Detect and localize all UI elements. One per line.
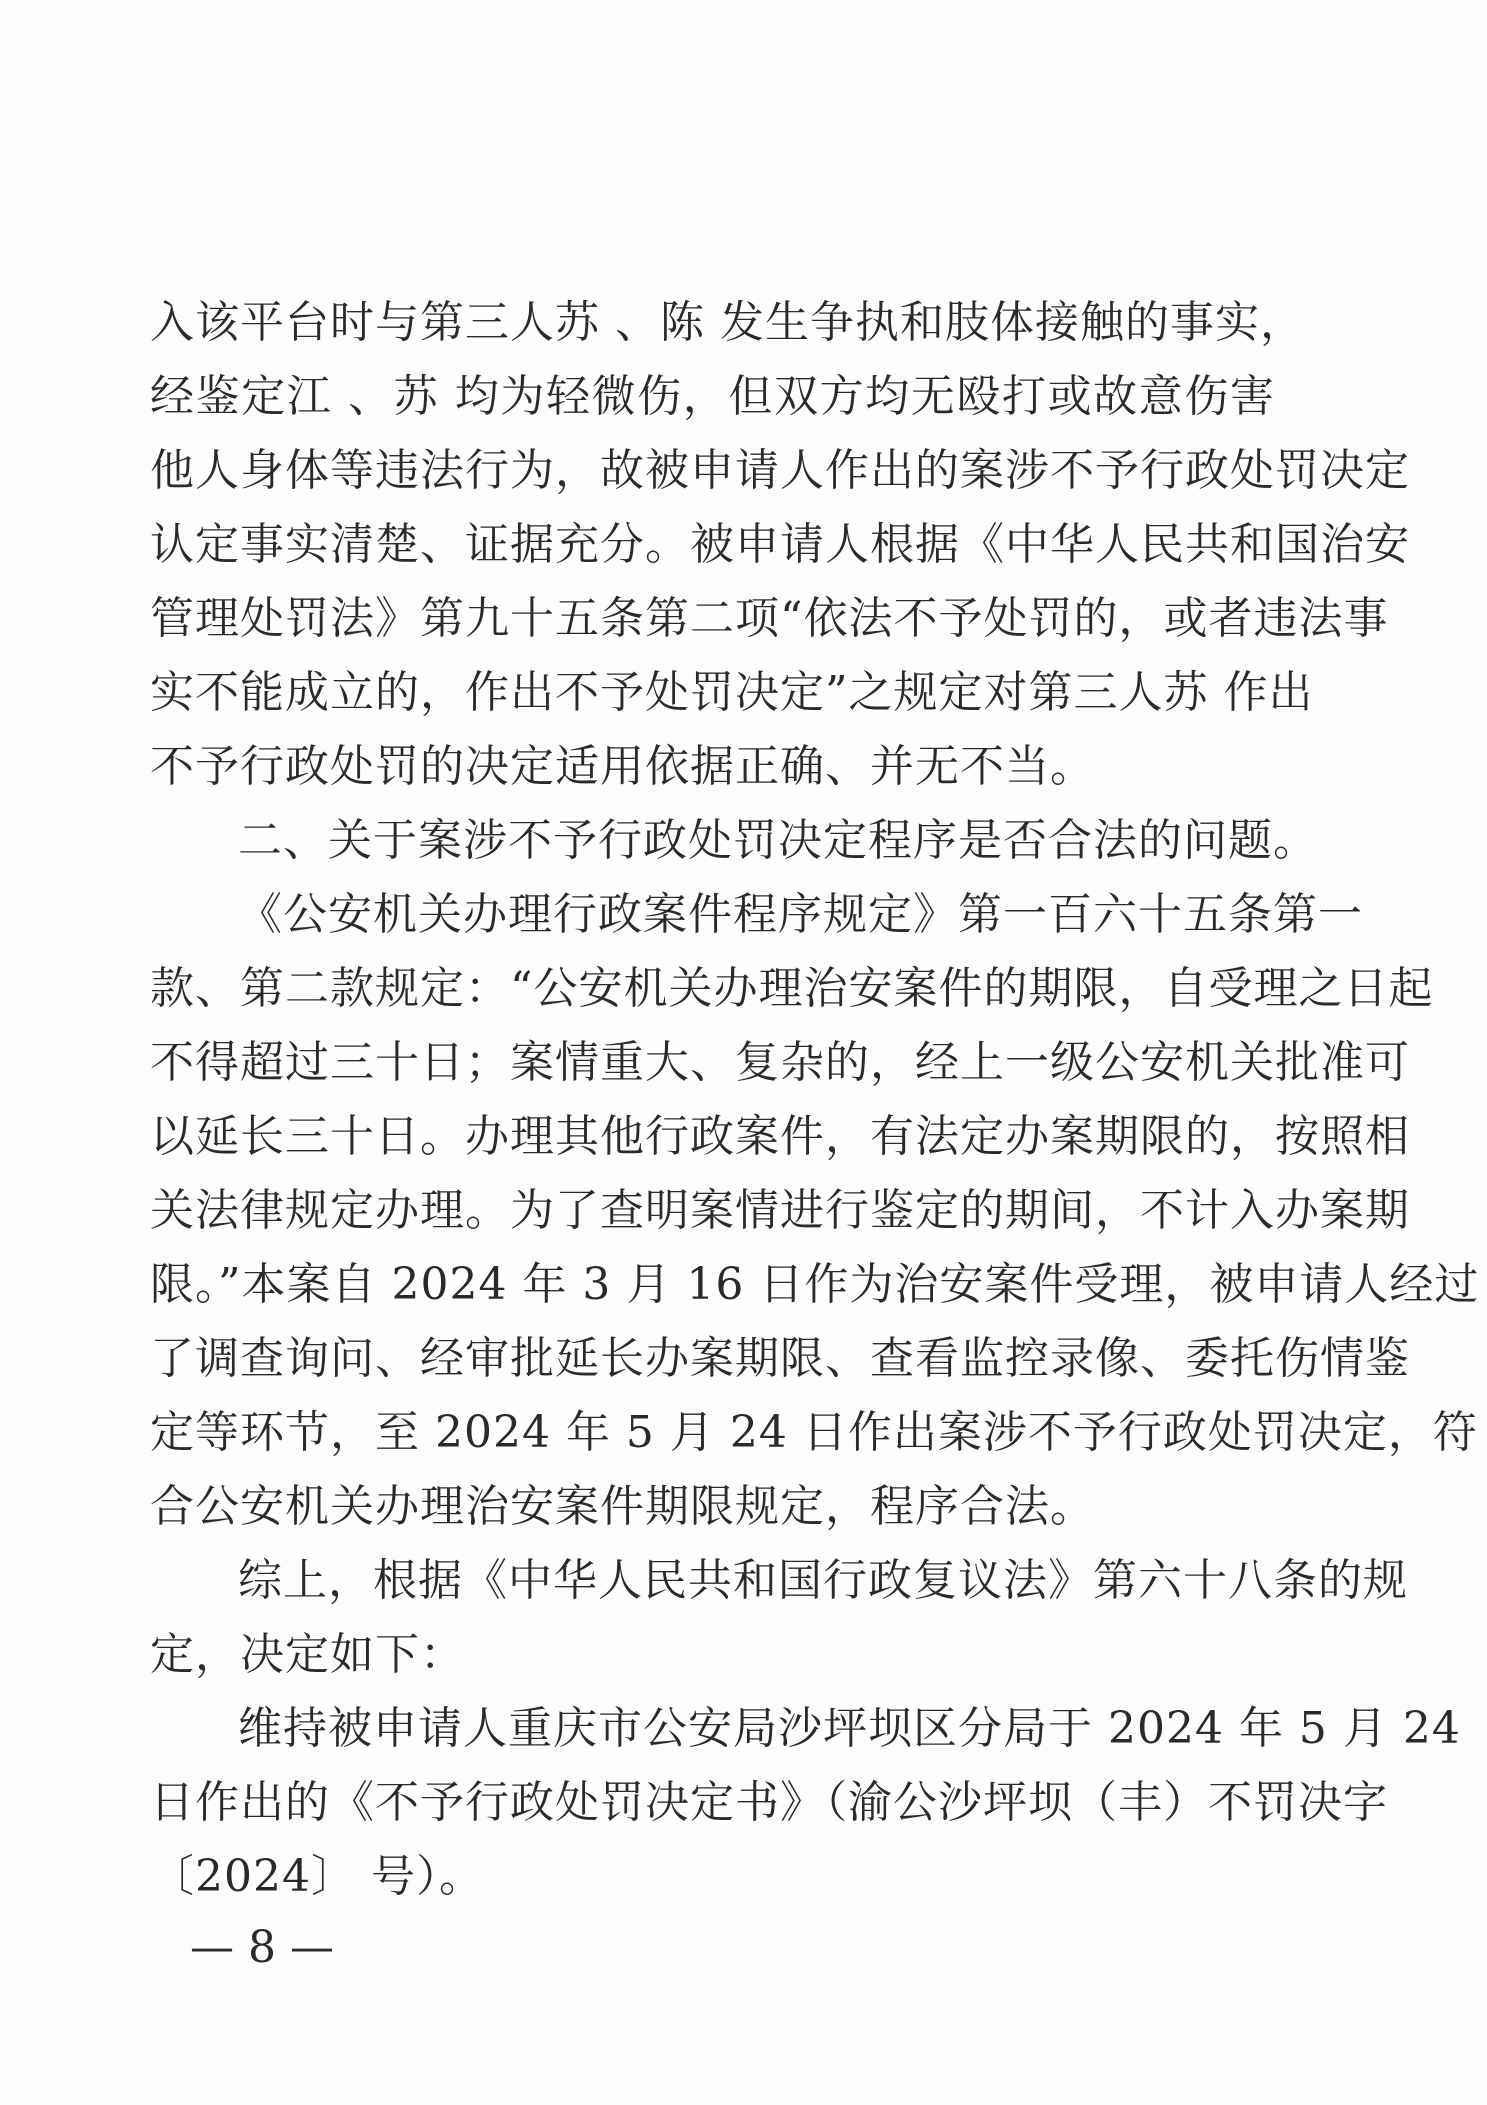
text-line: 不得超过三十日；案情重大、复杂的，经上一级公安机关批准可	[150, 1037, 1410, 1088]
text-line: 不予行政处罚的决定适用依据正确、并无不当。	[150, 741, 1095, 792]
text-line: 日作出的《不予行政处罚决定书》（渝公沙坪坝（丰）不罚决字	[150, 1777, 1388, 1828]
text-line: 以延长三十日。办理其他行政案件，有法定办案期限的，按照相	[150, 1111, 1410, 1162]
text-line: 款、第二款规定：“公安机关办理治安案件的期限，自受理之日起	[150, 963, 1434, 1014]
text-line: 定，决定如下：	[150, 1629, 465, 1680]
text-line: 入该平台时与第三人苏 、陈 发生争执和肢体接触的事实，	[150, 297, 1305, 348]
text-line: 综上，根据《中华人民共和国行政复议法》第六十八条的规	[238, 1555, 1408, 1606]
text-line: 认定事实清楚、证据充分。被申请人根据《中华人民共和国治安	[150, 519, 1410, 570]
text-line: 〔2024〕 号）。	[150, 1851, 484, 1902]
document-body	[150, 286, 1480, 1914]
text-line: 他人身体等违法行为，故被申请人作出的案涉不予行政处罚决定	[150, 445, 1410, 496]
text-line: 定等环节，至 2024 年 5 月 24 日作出案涉不予行政处罚决定，符	[150, 1407, 1478, 1458]
text-line: 了调查询问、经审批延长办案期限、查看监控录像、委托伤情鉴	[150, 1333, 1410, 1384]
text-line: 关法律规定办理。为了查明案情进行鉴定的期间，不计入办案期	[150, 1185, 1410, 1236]
section-heading: 二、关于案涉不予行政处罚决定程序是否合法的问题。	[238, 815, 1318, 866]
page-number: — 8 —	[190, 1922, 334, 1973]
text-line: 经鉴定江 、苏 均为轻微伤，但双方均无殴打或故意伤害	[150, 371, 1275, 422]
text-line: 合公安机关办理治安案件期限规定，程序合法。	[150, 1481, 1095, 1532]
text-line: 维持被申请人重庆市公安局沙坪坝区分局于 2024 年 5 月 24	[238, 1703, 1461, 1754]
text-line: 《公安机关办理行政案件程序规定》第一百六十五条第一	[238, 889, 1363, 940]
text-line: 管理处罚法》第九十五条第二项“依法不予处罚的，或者违法事	[150, 593, 1389, 644]
text-line: 限。”本案自 2024 年 3 月 16 日作为治安案件受理，被申请人经过	[150, 1259, 1480, 1310]
text-line: 实不能成立的，作出不予处罚决定”之规定对第三人苏 作出	[150, 667, 1314, 718]
